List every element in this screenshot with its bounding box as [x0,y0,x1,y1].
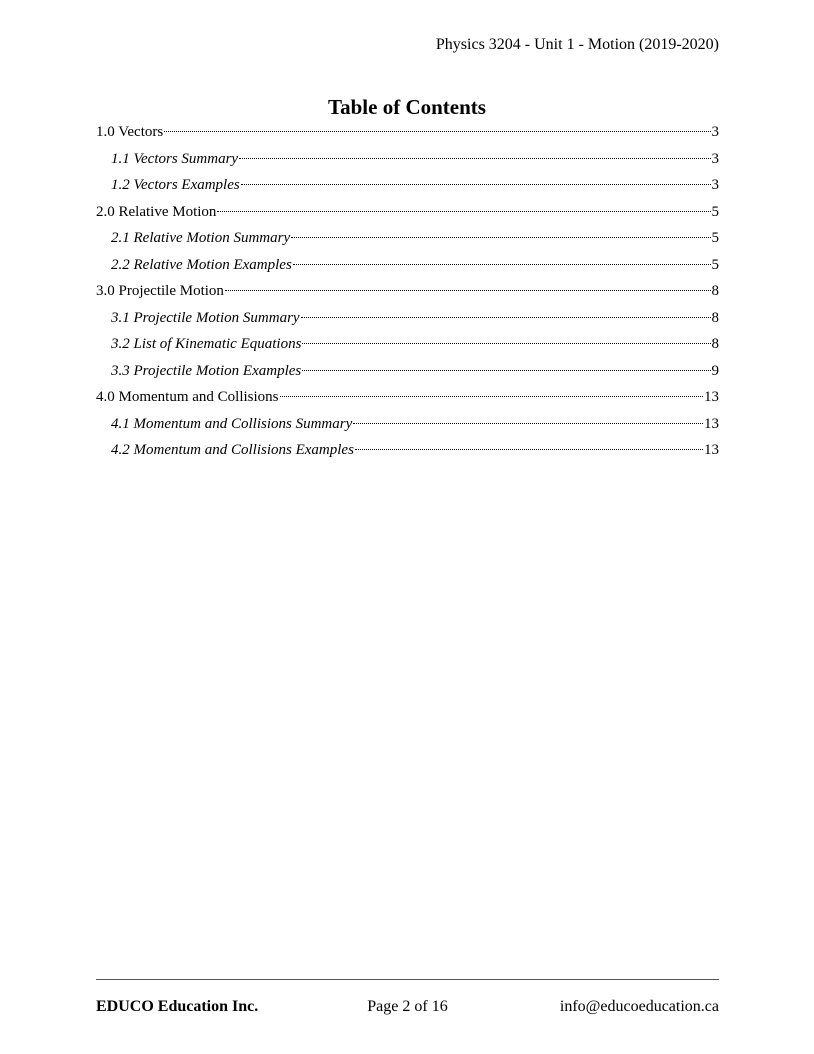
toc-entry-label: 3.3 Projectile Motion Examples [111,362,302,379]
dot-leader [355,449,703,450]
dot-leader [217,211,710,212]
toc-entry-page: 8 [711,283,719,299]
toc-entry-page: 13 [704,415,719,432]
toc-entry-label: 4.2 Momentum and Collisions Examples [111,442,354,458]
toc-entry[interactable] [96,281,719,308]
toc-entry-label: 1.2 Vectors Examples [111,177,240,193]
dot-leader [291,237,710,238]
footer-page-number: Page 2 of 16 [367,998,448,1015]
toc-entry-label: 1.0 Vectors [96,124,164,140]
toc-entry-label: 3.1 Projectile Motion Summary [111,309,300,326]
dot-leader [225,290,711,291]
toc-entry[interactable] [96,334,719,361]
toc-entry[interactable] [96,175,719,202]
dot-leader [241,184,711,185]
toc-entry-label: 2.1 Relative Motion Summary [111,230,291,246]
toc-entry-label: 2.2 Relative Motion Examples [111,256,292,273]
toc-entry-page: 3 [711,150,719,167]
toc-entry-page: 9 [711,362,719,379]
footer-company: EDUCO Education Inc. [96,998,259,1015]
toc-entry-page: 13 [704,442,719,458]
toc-entry[interactable] [96,414,719,441]
dot-leader [293,264,711,265]
dot-leader [302,343,710,344]
dot-leader [301,317,711,318]
toc-entry-label: 3.0 Projectile Motion [96,283,224,299]
toc-entry[interactable] [96,387,719,414]
toc-entry-page: 5 [711,203,719,220]
dot-leader [353,423,703,424]
toc-entry-label: 4.0 Momentum and Collisions [96,389,279,405]
table-of-contents [96,122,719,467]
dot-leader [239,158,710,159]
toc-entry-label: 4.1 Momentum and Collisions Summary [111,415,353,432]
toc-entry-label: 1.1 Vectors Summary [111,150,239,167]
dot-leader [280,396,703,397]
toc-title: Table of Contents [328,95,486,119]
toc-entry-page: 13 [704,389,719,405]
toc-entry-page: 3 [711,177,719,193]
dot-leader [164,131,710,132]
toc-entry-page: 8 [711,309,719,326]
toc-entry[interactable] [96,440,719,467]
toc-entry[interactable] [96,255,719,282]
toc-entry[interactable] [96,228,719,255]
toc-entry-page: 5 [711,230,719,246]
dot-leader [302,370,710,371]
toc-entry-page: 8 [711,336,719,352]
toc-entry-label: 2.0 Relative Motion [96,203,217,220]
toc-entry[interactable] [96,149,719,176]
toc-entry[interactable] [96,308,719,335]
toc-entry[interactable] [96,202,719,229]
page-header: Physics 3204 - Unit 1 - Motion (2019-2020) [435,36,719,53]
toc-entry-label: 3.2 List of Kinematic Equations [111,336,302,352]
toc-entry-page: 3 [711,124,719,140]
toc-entry[interactable] [96,361,719,388]
footer-divider [96,979,719,980]
toc-entry-page: 5 [711,256,719,273]
footer-email: info@educoeducation.ca [559,998,719,1015]
toc-entry[interactable] [96,122,719,149]
